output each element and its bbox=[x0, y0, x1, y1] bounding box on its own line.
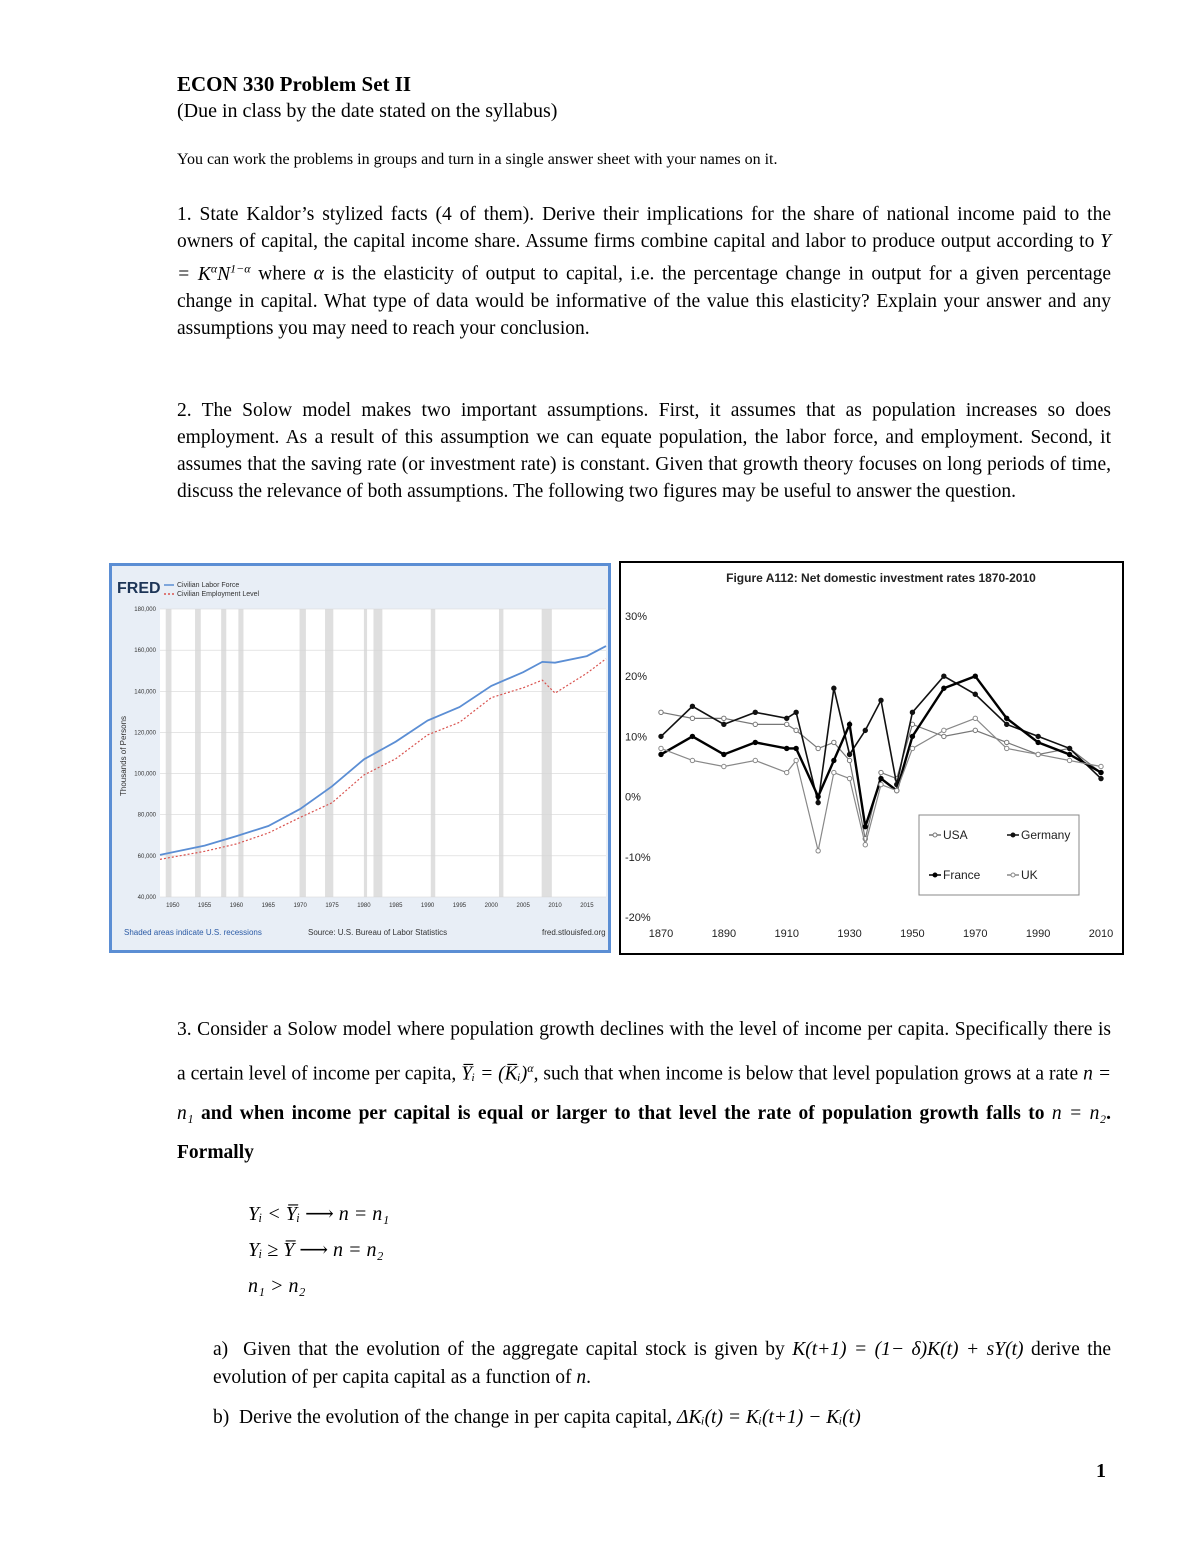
data-point-germany bbox=[794, 710, 798, 714]
recession-band bbox=[238, 609, 243, 897]
data-point-uk bbox=[832, 770, 836, 774]
recession-band bbox=[325, 609, 333, 897]
data-point-uk bbox=[973, 716, 977, 720]
data-point-france bbox=[942, 686, 946, 690]
data-point-uk bbox=[690, 758, 694, 762]
investment-rates-chart bbox=[619, 561, 1124, 955]
data-point-uk bbox=[753, 758, 757, 762]
data-point-germany bbox=[785, 716, 789, 720]
recession-band bbox=[221, 609, 226, 897]
x-tick-label: 1930 bbox=[837, 928, 862, 940]
x-tick-label: 1970 bbox=[293, 903, 307, 909]
data-point-france bbox=[1067, 752, 1071, 756]
data-point-uk bbox=[659, 746, 663, 750]
legend-marker bbox=[933, 873, 937, 877]
data-point-france bbox=[847, 722, 851, 726]
legend-label: Civilian Labor Force bbox=[177, 582, 240, 589]
x-tick-label: 2015 bbox=[580, 903, 594, 909]
condition-1: Yᵢ < Y̅ᵢ ⟶ n = n₁ bbox=[248, 1203, 390, 1225]
recession-band bbox=[300, 609, 306, 897]
x-tick-label: 1950 bbox=[900, 928, 925, 940]
data-point-germany bbox=[910, 710, 914, 714]
question-3: 3. Consider a Solow model where population growth declines with the level of income per capita. Specifically there is a certain level of income per capita, Y̅ᵢ = (K̅ᵢ)$^\alpha$, such that when income is below that level population grows at a rate n = n₁ and when income per capital is equal or larger to that level the rate of population growth falls to n = n₂. Formally bbox=[177, 1019, 1112, 1163]
recession-band bbox=[431, 609, 435, 897]
x-tick-label: 1890 bbox=[711, 928, 737, 940]
x-tick-label: 1985 bbox=[389, 903, 403, 909]
data-point-uk bbox=[816, 849, 820, 853]
inv-chart-title: Figure A112: Net domestic investment rates 1870-2010 bbox=[726, 571, 1036, 585]
data-point-france bbox=[1036, 740, 1040, 744]
data-point-germany bbox=[863, 728, 867, 732]
data-point-usa bbox=[785, 722, 789, 726]
x-tick-label: 1950 bbox=[166, 903, 180, 909]
legend-label-usa: USA bbox=[943, 828, 968, 842]
data-point-usa bbox=[832, 740, 836, 744]
question-3b: b) Derive the evolution of the change in per capita capital, ΔKᵢ(t) = Kᵢ(t+1) − Kᵢ(t) bbox=[213, 1407, 861, 1428]
x-tick-label: 1970 bbox=[963, 928, 988, 940]
recession-band bbox=[364, 609, 367, 897]
data-point-usa bbox=[973, 728, 977, 732]
y-tick-label: 160,000 bbox=[134, 648, 156, 655]
data-point-usa bbox=[879, 770, 883, 774]
data-point-france bbox=[832, 758, 836, 762]
data-point-uk bbox=[1005, 746, 1009, 750]
x-tick-label: 1980 bbox=[357, 903, 371, 909]
y-tick-label: 20% bbox=[625, 671, 648, 684]
recession-band bbox=[499, 609, 503, 897]
y-tick-label: 180,000 bbox=[134, 607, 156, 613]
data-point-france bbox=[690, 734, 694, 738]
data-point-usa bbox=[942, 734, 946, 738]
data-point-germany bbox=[1036, 734, 1040, 738]
recession-band bbox=[195, 609, 201, 897]
y-tick-label: 10% bbox=[625, 731, 648, 744]
recession-band bbox=[542, 609, 552, 897]
data-point-usa bbox=[847, 758, 851, 762]
fred-labor-chart bbox=[109, 563, 611, 953]
data-point-usa bbox=[722, 716, 726, 720]
x-tick-label: 1990 bbox=[1025, 928, 1051, 940]
data-point-usa bbox=[816, 746, 820, 750]
x-tick-label: 1955 bbox=[197, 903, 212, 909]
data-point-germany bbox=[847, 752, 851, 756]
data-point-france bbox=[1005, 716, 1009, 720]
data-point-france bbox=[910, 734, 914, 738]
data-point-uk bbox=[879, 782, 883, 786]
data-point-uk bbox=[1036, 752, 1040, 756]
instructions-note: You can work the problems in groups and turn in a single answer sheet with your names on it. bbox=[177, 151, 778, 168]
data-point-usa bbox=[1005, 740, 1009, 744]
condition-2: Yᵢ ≥ Y̅ ⟶ n = n₂ bbox=[248, 1239, 384, 1261]
y-tick-label: 80,000 bbox=[137, 812, 156, 819]
data-point-germany bbox=[1067, 746, 1071, 750]
y-tick-label: 30% bbox=[625, 611, 648, 623]
data-point-france bbox=[816, 794, 820, 798]
data-point-usa bbox=[794, 728, 798, 732]
data-point-france bbox=[753, 740, 757, 744]
x-tick-label: 2000 bbox=[484, 903, 498, 909]
fred-footer-source: Source: U.S. Bureau of Labor Statistics bbox=[308, 928, 448, 937]
condition-3: n₁ > n₂ bbox=[248, 1275, 306, 1297]
formal-conditions bbox=[248, 1196, 389, 1304]
data-point-germany bbox=[879, 698, 883, 702]
data-point-uk bbox=[910, 746, 914, 750]
x-tick-label: 1910 bbox=[774, 928, 799, 940]
data-point-france bbox=[794, 746, 798, 750]
question-1: 1. State Kaldor’s stylized facts (4 of them). Derive their implications for the share of national income paid to the owners of capital, the capital income share. Assume firms combine capital and labor to produce output according to $Y = K^\alpha N^{1-\alpha}$ where α is the elasticity of output to capital, i.e. the percentage change in output for a given percentage change in capital. What type of data would be informative of the value this elasticity? Explain your answer and any assumptions you may need to reach your conclusion. bbox=[177, 204, 1112, 339]
data-point-usa bbox=[690, 716, 694, 720]
legend-marker bbox=[1011, 873, 1015, 877]
data-point-france bbox=[973, 674, 977, 678]
fred-y-label: Thousands of Persons bbox=[119, 715, 128, 797]
y-tick-label: 120,000 bbox=[134, 730, 156, 737]
data-point-germany bbox=[690, 704, 694, 708]
data-point-france bbox=[785, 746, 789, 750]
legend-label-france: France bbox=[943, 868, 981, 882]
x-tick-label: 1975 bbox=[325, 903, 339, 909]
data-point-germany bbox=[722, 722, 726, 726]
data-point-germany bbox=[973, 692, 977, 696]
x-tick-label: 1990 bbox=[420, 903, 435, 909]
y-tick-label: -20% bbox=[625, 912, 651, 924]
data-point-germany bbox=[816, 800, 820, 804]
legend-label: Civilian Employment Level bbox=[177, 591, 260, 598]
data-point-germany bbox=[659, 734, 663, 738]
data-point-germany bbox=[942, 674, 946, 678]
y-tick-label: 40,000 bbox=[137, 895, 156, 901]
data-point-uk bbox=[1099, 764, 1103, 768]
y-tick-label: -10% bbox=[625, 851, 651, 864]
data-point-uk bbox=[1067, 758, 1071, 762]
x-tick-label: 2005 bbox=[516, 903, 530, 909]
data-point-uk bbox=[863, 843, 867, 847]
fred-footer-left: Shaded areas indicate U.S. recessions bbox=[124, 928, 262, 937]
y-tick-label: 140,000 bbox=[134, 689, 156, 696]
data-point-france bbox=[863, 825, 867, 829]
legend-marker bbox=[933, 833, 937, 837]
legend-marker bbox=[1011, 833, 1015, 837]
fred-plot-area bbox=[160, 609, 606, 897]
x-tick-label: 2010 bbox=[548, 903, 562, 909]
x-tick-label: 1870 bbox=[648, 928, 674, 940]
data-point-uk bbox=[794, 758, 798, 762]
x-tick-label: 1995 bbox=[452, 903, 467, 909]
x-tick-label: 2010 bbox=[1088, 928, 1114, 940]
data-point-france bbox=[1099, 770, 1103, 774]
y-tick-label: 60,000 bbox=[137, 853, 156, 860]
legend-label-uk: UK bbox=[1021, 868, 1038, 882]
data-point-usa bbox=[753, 722, 757, 726]
x-tick-label: 1965 bbox=[261, 903, 275, 909]
document-title: ECON 330 Problem Set II bbox=[177, 72, 412, 96]
question-3a: a) Given that the evolution of the aggregate capital stock is given by K(t+1) = (1− δ)K(t) + sY(t) derive the evolution of per capita capital as a function of n. bbox=[213, 1339, 1112, 1388]
data-point-germany bbox=[1099, 776, 1103, 780]
data-point-uk bbox=[895, 788, 899, 792]
data-point-uk bbox=[847, 776, 851, 780]
data-point-france bbox=[879, 776, 883, 780]
legend-label-germany: Germany bbox=[1021, 828, 1071, 842]
data-point-germany bbox=[832, 686, 836, 690]
data-point-uk bbox=[942, 728, 946, 732]
data-point-usa bbox=[659, 710, 663, 714]
fred-footer-url: fred.stlouisfed.org bbox=[542, 928, 606, 937]
page-number: 1 bbox=[1096, 1460, 1106, 1482]
data-point-uk bbox=[785, 770, 789, 774]
data-point-germany bbox=[753, 710, 757, 714]
y-tick-label: 0% bbox=[625, 791, 641, 804]
question-2: 2. The Solow model makes two important assumptions. First, it assumes that as population increases so does employment. As a result of this assumption we can equate population, the labor force, and employment. Second, it assumes that the saving rate (or investment rate) is constant. Given that growth theory focuses on long periods of time, discuss the relevance of both assumptions. The following two figures may be useful to answer the question. bbox=[177, 400, 1111, 502]
y-tick-label: 100,000 bbox=[134, 771, 156, 778]
x-tick-label: 1960 bbox=[229, 903, 244, 909]
data-point-germany bbox=[1005, 722, 1009, 726]
data-point-uk bbox=[722, 764, 726, 768]
data-point-france bbox=[659, 752, 663, 756]
data-point-france bbox=[722, 752, 726, 756]
fred-logo: FRED bbox=[117, 580, 161, 597]
inv-legend-box bbox=[919, 815, 1079, 895]
document-subtitle: (Due in class by the date stated on the syllabus) bbox=[177, 100, 558, 122]
